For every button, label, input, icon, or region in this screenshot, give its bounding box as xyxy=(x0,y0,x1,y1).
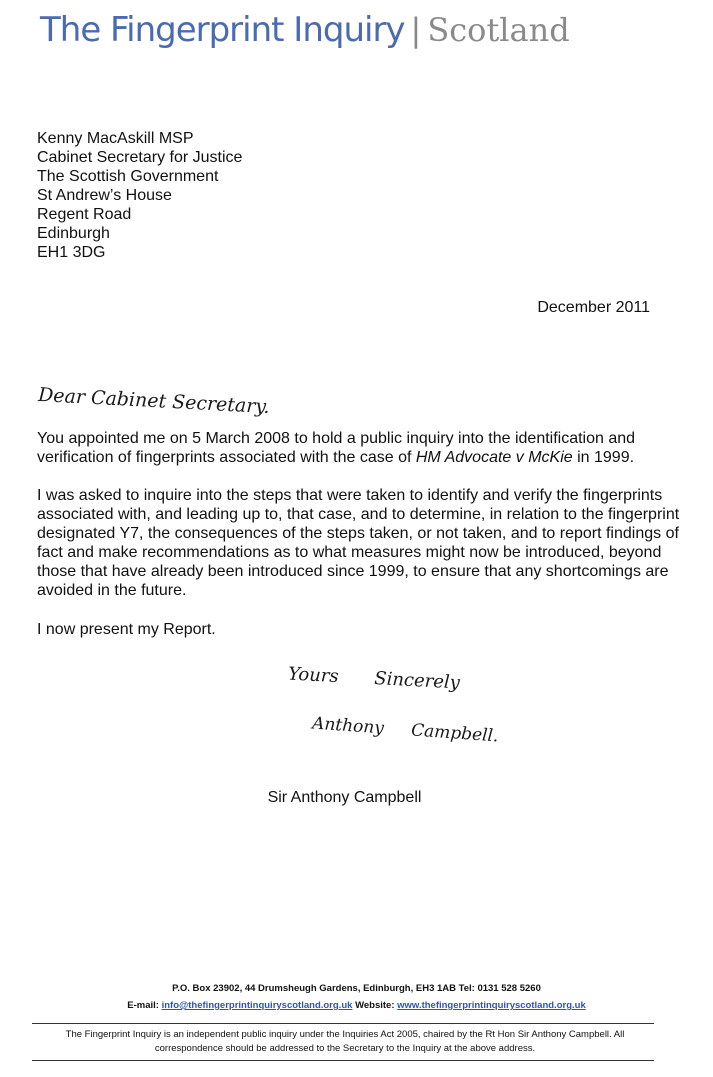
website-label: Website: xyxy=(355,1000,395,1011)
body-paragraph-2: I was asked to inquire into the steps that were taken to identify and verify the fingerprints associated with, and leading up to, that case, and to determine, in relation to the fingerprint designated Y7, the consequences of the steps taken, or not taken, and to report findings of fact and make recommendations as to what measures might now be introduced, beyond those that have already been introduced since 1999, to ensure that any shortcomings are avoided in the future. xyxy=(37,487,680,599)
body-paragraph-1 xyxy=(37,429,687,467)
address-line: Edinburgh xyxy=(37,225,110,242)
signatory-name xyxy=(0,789,713,807)
letterhead-region: Scotland xyxy=(427,11,570,49)
footer-disclaimer: The Fingerprint Inquiry is an independent public inquiry under the Inquiries Act 2005, chaired by the Rt Hon Sir Anthony Campbell. All correspondence should be addressed to the Secretary to the Inquiry at the above address. xyxy=(65,1029,625,1054)
email-label: E-mail: xyxy=(127,1000,159,1011)
handwritten-signature: Anthony Campbell. xyxy=(311,713,500,747)
address-line: St Andrew’s House xyxy=(37,187,172,204)
address-line: Kenny MacAskill MSP xyxy=(37,130,194,147)
recipient-address xyxy=(37,129,242,262)
footer-divider-top xyxy=(32,1023,654,1024)
address-line: EH1 3DG xyxy=(37,244,106,261)
letterhead-title: The Fingerprint Inquiry xyxy=(40,10,405,50)
letterhead-separator: | xyxy=(410,11,422,49)
letterhead xyxy=(40,10,570,50)
footer-divider-bottom xyxy=(32,1060,654,1061)
address-line: Cabinet Secretary for Justice xyxy=(37,149,243,166)
email-link[interactable]: info@thefingerprintinquiryscotland.org.uk xyxy=(161,1000,353,1011)
p1-text-end: in 1999. xyxy=(572,449,635,466)
signatory-text: Sir Anthony Campbell xyxy=(267,789,422,806)
body-paragraph-3: I now present my Report. xyxy=(37,621,216,638)
website-link[interactable]: www.thefingerprintinquiryscotland.org.uk xyxy=(397,1000,586,1011)
address-line: Regent Road xyxy=(37,206,132,223)
footer-address: P.O. Box 23902, 44 Drumsheugh Gardens, Edinburgh, EH3 1AB Tel: 0131 528 5260 xyxy=(172,983,541,994)
handwritten-closing: Yours Sincerely xyxy=(287,663,461,694)
case-name: HM Advocate v McKie xyxy=(415,449,573,466)
footer-contact xyxy=(0,1000,713,1011)
p1-text: You appointed me on 5 March 2008 to hold a public inquiry into the identification and verification of fingerprints associated with the case of xyxy=(37,430,636,466)
letter-date: December 2011 xyxy=(537,299,650,316)
address-line: The Scottish Government xyxy=(37,168,219,185)
handwritten-salutation: Dear Cabinet Secretary. xyxy=(37,383,271,419)
